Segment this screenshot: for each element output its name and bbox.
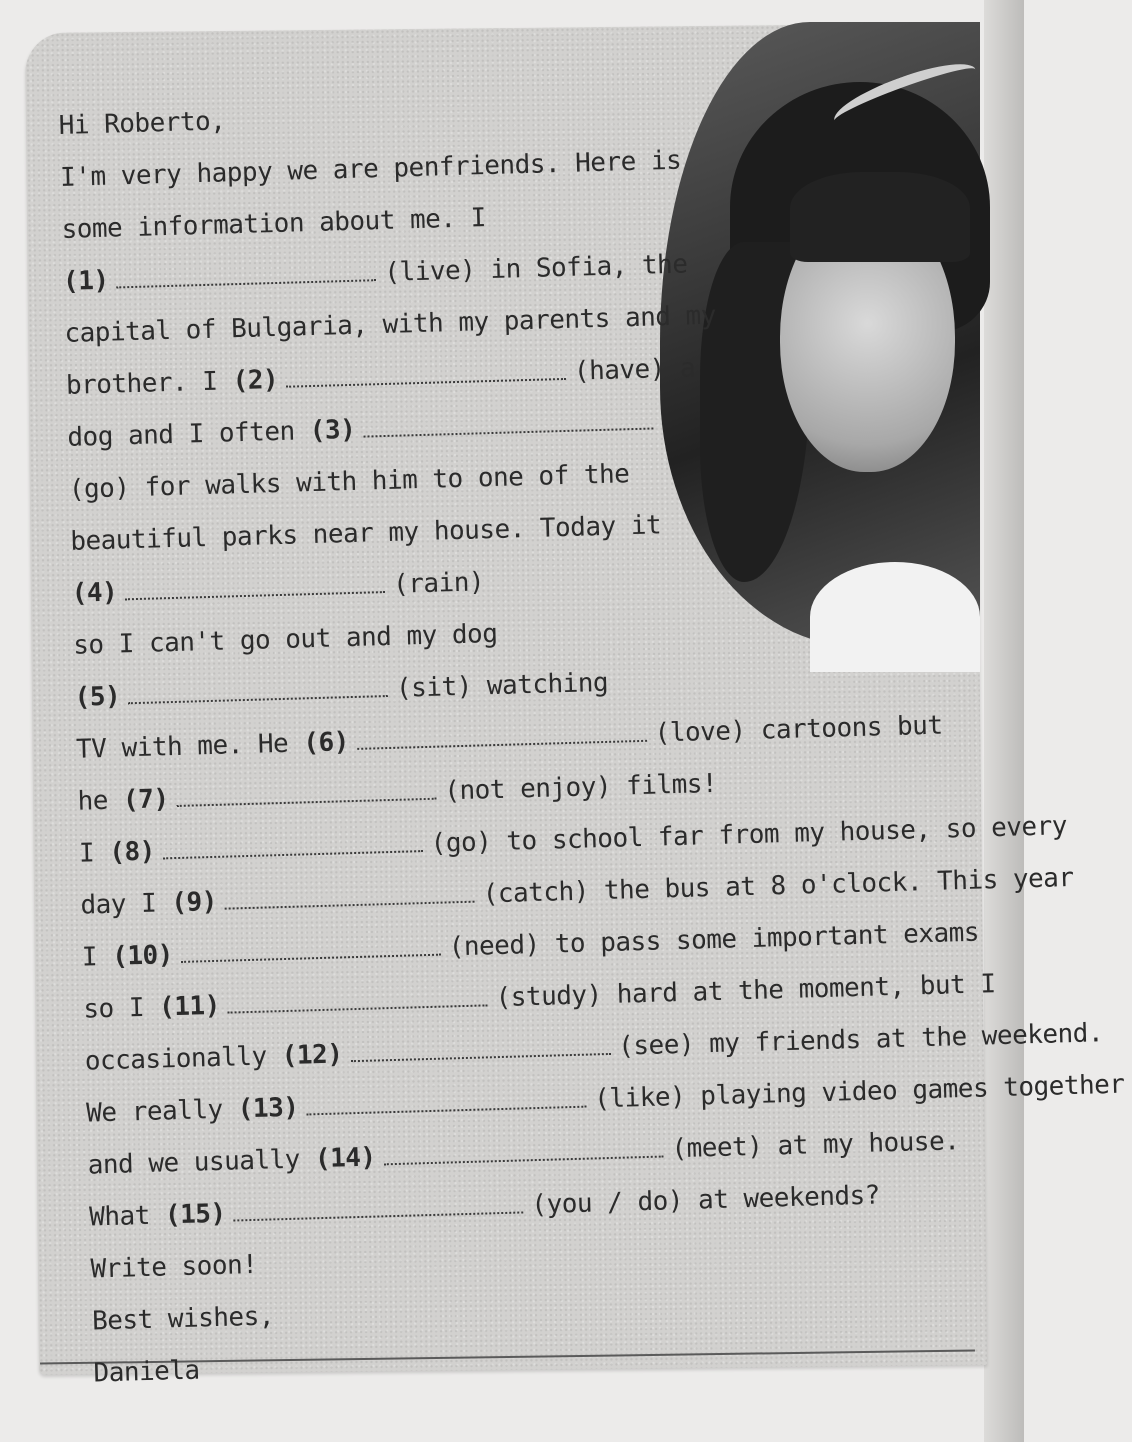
closing-line: Write soon!	[90, 1249, 258, 1285]
answer-blank-8[interactable]	[162, 828, 423, 859]
answer-blank-6[interactable]	[356, 718, 647, 750]
verb-hint: (not enjoy) films!	[443, 768, 718, 807]
verb-hint: (have) a	[573, 353, 696, 387]
gap-number: (4)	[71, 577, 118, 609]
line-text: dog and I often	[67, 416, 296, 453]
answer-blank-15[interactable]	[233, 1189, 524, 1221]
gap-number: (10)	[111, 940, 174, 972]
gap-number: (5)	[74, 681, 121, 713]
answer-blank-14[interactable]	[383, 1134, 664, 1166]
verb-hint: (study) hard at the moment, but I	[495, 969, 996, 1014]
gap-number: (2)	[232, 364, 279, 397]
verb-hint: (sit) watching	[395, 667, 609, 704]
gap-number: (9)	[170, 886, 218, 919]
gap-number: (13)	[237, 1092, 299, 1125]
verb-hint: (rain)	[392, 567, 485, 600]
answer-blank-12[interactable]	[350, 1031, 611, 1062]
gap-number: (6)	[302, 727, 350, 759]
letter-line: some information about me. I	[61, 203, 487, 245]
line-text: TV with me. He	[75, 728, 289, 765]
letter-line: capital of Bulgaria, with my parents and my	[64, 300, 717, 349]
answer-blank-4[interactable]	[125, 569, 386, 600]
line-text: and we usually	[87, 1144, 301, 1181]
answer-blank-7[interactable]	[176, 776, 437, 807]
verb-hint: (love) cartoons but	[654, 710, 943, 749]
line-text: I	[81, 942, 98, 973]
letter-line: so I can't go out and my dog	[72, 618, 498, 661]
gap-number: (14)	[314, 1142, 377, 1175]
line-text: day I	[80, 888, 157, 921]
page-edge	[984, 0, 1024, 1442]
gap-number: (12)	[281, 1039, 343, 1072]
line-text: I	[78, 838, 95, 869]
gap-number: (1)	[62, 265, 109, 297]
gap-number: (8)	[108, 836, 156, 868]
verb-hint: (like) playing video games together	[593, 1069, 1125, 1115]
gap-number: (11)	[158, 990, 221, 1023]
answer-blank-3[interactable]	[363, 406, 654, 438]
answer-blank-2[interactable]	[286, 356, 567, 388]
greeting: Hi Roberto,	[58, 106, 226, 141]
gap-number: (3)	[309, 414, 356, 447]
letter-line: beautiful parks near my house. Today it	[69, 510, 662, 557]
line-text: brother. I	[65, 366, 218, 401]
letter-text	[58, 75, 1125, 1400]
answer-blank-5[interactable]	[128, 673, 389, 704]
answer-blank-11[interactable]	[227, 982, 488, 1013]
verb-hint: (you / do) at weekends?	[531, 1180, 881, 1221]
answer-blank-9[interactable]	[224, 879, 475, 910]
line-text: occasionally	[84, 1041, 268, 1077]
verb-hint: (need) to pass some important exams	[448, 917, 980, 963]
letter-line: I'm very happy we are penfriends. Here is	[59, 145, 682, 193]
line-text: he	[77, 785, 109, 817]
answer-blank-10[interactable]	[180, 932, 441, 963]
line-text: We really	[85, 1094, 224, 1129]
letter-line: (go) for walks with him to one of the	[68, 459, 630, 505]
verb-hint: (see) my friends at the weekend.	[617, 1018, 1104, 1062]
verb-hint: (meet) at my house.	[671, 1126, 960, 1165]
verb-hint: (catch) the bus at 8 o'clock. This year	[482, 862, 1074, 910]
verb-hint: (go) to school far from my house, so every	[430, 811, 1068, 859]
gap-number: (7)	[122, 784, 169, 816]
verb-hint: (live) in Sofia, the	[384, 249, 688, 288]
line-text: What	[88, 1200, 151, 1233]
signature: Daniela	[93, 1355, 201, 1389]
answer-blank-13[interactable]	[306, 1084, 587, 1116]
gap-number: (15)	[164, 1198, 226, 1231]
answer-blank-1[interactable]	[116, 257, 377, 288]
line-text: so I	[82, 992, 145, 1025]
closing-line: Best wishes,	[91, 1301, 275, 1337]
